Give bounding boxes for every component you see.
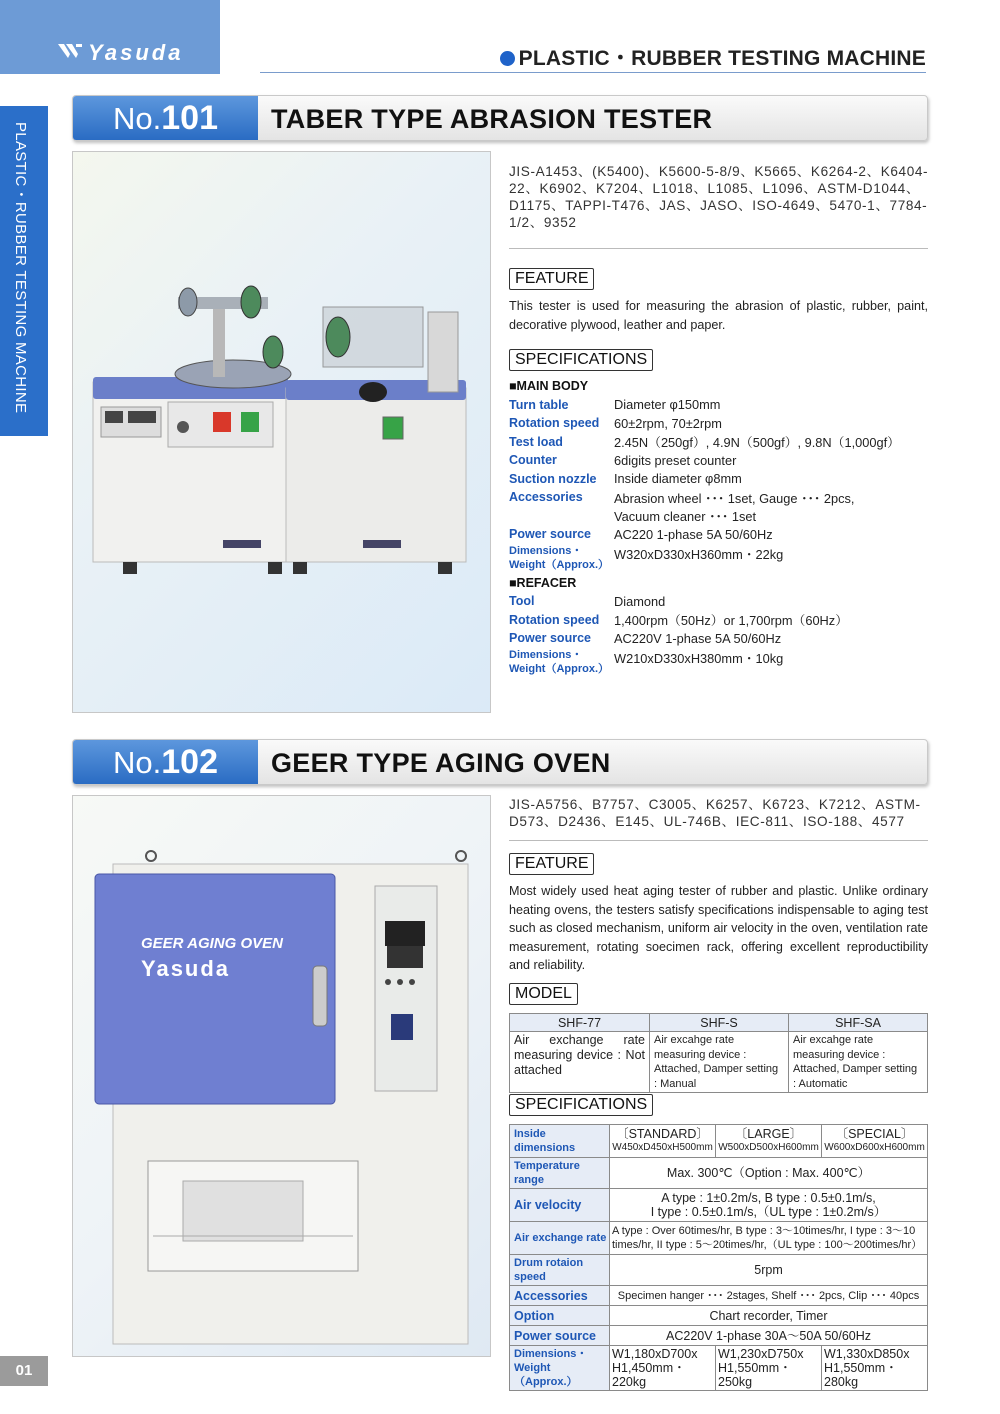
svg-text:GEER AGING OVEN: GEER AGING OVEN xyxy=(141,935,283,952)
table-row: Dimensions・ Weight（Approx.） W1,180xD700x H1,450mm・220kg W1,230xD750x H1,550mm・250kg W1,330xD850x H1,550mm・280kg xyxy=(510,1346,928,1391)
model-table xyxy=(509,1013,928,1093)
model-header: SHF-SA xyxy=(789,1014,928,1032)
abrasion-tester-illustration xyxy=(73,152,491,713)
header-divider xyxy=(260,72,926,73)
product-102-photo xyxy=(72,795,491,1357)
model-cell: Air exchange rate measuring device : Not attached xyxy=(510,1032,650,1093)
spec-table xyxy=(509,1124,928,1391)
product-101-spec-list xyxy=(509,377,929,678)
feature-label: FEATURE xyxy=(509,268,594,290)
page-number: 01 xyxy=(0,1356,48,1386)
spec-row: Dimensions・ Weight（Approx.） W320xD330xH360mm・22kg xyxy=(509,544,784,571)
divider xyxy=(509,248,928,249)
table-row: Drum rotaion speed 5rpm xyxy=(510,1255,928,1286)
main-body-heading: ■MAIN BODY xyxy=(509,379,589,394)
table-row: Power source AC220V 1-phase 30A～50A 50/60Hz xyxy=(510,1326,928,1346)
spec-row-continued: Vacuum cleaner ･･･ 1set xyxy=(614,509,757,525)
spec-row: Power source AC220V 1-phase 5A 50/60Hz xyxy=(509,630,782,646)
model-header: SHF-77 xyxy=(510,1014,650,1032)
spec-row: Rotation speed 60±2rpm, 70±2rpm xyxy=(509,415,722,431)
page-header-title: PLASTIC・RUBBER TESTING MACHINE xyxy=(500,42,926,72)
spec-row: Test load 2.45N（250gf）, 4.9N（500gf）, 9.8N（1,000gf） xyxy=(509,434,900,451)
product-102-header xyxy=(72,739,928,785)
table-row: Accessories Specimen hanger ･･･ 2stages, Shelf ･･･ 2pcs, Clip ･･･ 40pcs xyxy=(510,1286,928,1306)
product-101-photo xyxy=(72,151,491,713)
product-number-badge: No.101 xyxy=(73,96,258,140)
product-title: GEER TYPE AGING OVEN xyxy=(271,748,611,778)
product-101-feature-text: This tester is used for measuring the abrasion of plastic, rubber, paint, decorative plywood, leather and paper. xyxy=(509,299,928,332)
bullet-dot-icon xyxy=(500,51,515,66)
brand-logo: Yasuda xyxy=(88,40,184,65)
model-label: MODEL xyxy=(509,983,578,1005)
product-101-header xyxy=(72,95,928,141)
spec-row: Suction nozzle Inside diameter φ8mm xyxy=(509,471,742,487)
spec-row: Dimensions・ Weight（Approx.） W210xD330xH380mm・10kg xyxy=(509,648,784,675)
spec-row: Turn table Diameter φ150mm xyxy=(509,397,721,413)
divider xyxy=(509,840,928,841)
model-cell: Air excahge rate measuring device : Attached, Damper setting : Automatic xyxy=(789,1032,928,1093)
spec-row: Accessories Abrasion wheel ･･･ 1set, Gauge ･･･ 2pcs, xyxy=(509,490,855,506)
table-row: Temperature range Max. 300℃（Option : Max. 400℃） xyxy=(510,1158,928,1189)
table-row: Air velocity A type : 1±0.2m/s, B type : 0.5±0.1m/s, I type : 0.5±0.1m/s,（UL type : 1±0.2m/s） xyxy=(510,1189,928,1222)
spec-row: Counter 6digits preset counter xyxy=(509,452,737,468)
product-101-standards: JIS-A1453、(K5400)、K5600-5-8/9、K5665、K6264-2、K6404-22、K6902、K7204、L1018、L1085、L1096、ASTM-D1044、D1175、TAPPI-T476、JAS、JASO、ISO-4649、5470-1、7784-1/2、9352 xyxy=(509,164,929,230)
specifications-label: SPECIFICATIONS xyxy=(509,349,653,371)
feature-label: FEATURE xyxy=(509,853,594,875)
table-row: Option Chart recorder, Timer xyxy=(510,1306,928,1326)
side-category-label: PLASTIC・RUBBER TESTING MACHINE xyxy=(12,122,29,414)
spec-row: Power source AC220 1-phase 5A 50/60Hz xyxy=(509,526,773,542)
spec-row: Tool Diamond xyxy=(509,593,666,609)
table-row: Inside dimensions 〔STANDARD〕 W450xD450xH500mm 〔LARGE〕 W500xD500xH600mm 〔SPECIAL〕 W600xD600xH600mm xyxy=(510,1125,928,1158)
product-number-badge: No.102 xyxy=(73,740,258,784)
aging-oven-illustration xyxy=(73,796,491,1357)
product-102-standards: JIS-A5756、B7757、C3005、K6257、K6723、K7212、ASTM-D573、D2436、E145、UL-746B、IEC-811、ISO-188、4577 xyxy=(509,797,921,829)
product-title: TABER TYPE ABRASION TESTER xyxy=(271,104,713,134)
specifications-label: SPECIFICATIONS xyxy=(509,1094,653,1116)
svg-text:Yasuda: Yasuda xyxy=(141,956,231,981)
product-102-feature-text: Most widely used heat aging tester of rubber and plastic. Unlike ordinary heating ovens, the testers satisfy specifications indispensable to aging test such as closed mechanism, uniform air velocity in the oven, ventilation rate measurement, rotating soecimen rack, offering excellent reproductibility and reliability. xyxy=(509,884,928,972)
model-header: SHF-S xyxy=(650,1014,789,1032)
refacer-heading: ■REFACER xyxy=(509,575,577,590)
spec-row: Rotation speed 1,400rpm（50Hz）or 1,700rpm（60Hz） xyxy=(509,612,848,629)
model-cell: Air excahge rate measuring device : Attached, Damper setting : Manual xyxy=(650,1032,789,1093)
table-row: Air exchange rate A type : Over 60times/hr, B type : 3～10times/hr, I type : 3～10 times/hr, II type : 5～20times/hr,（UL type : 100～200times/hr） xyxy=(510,1222,928,1255)
